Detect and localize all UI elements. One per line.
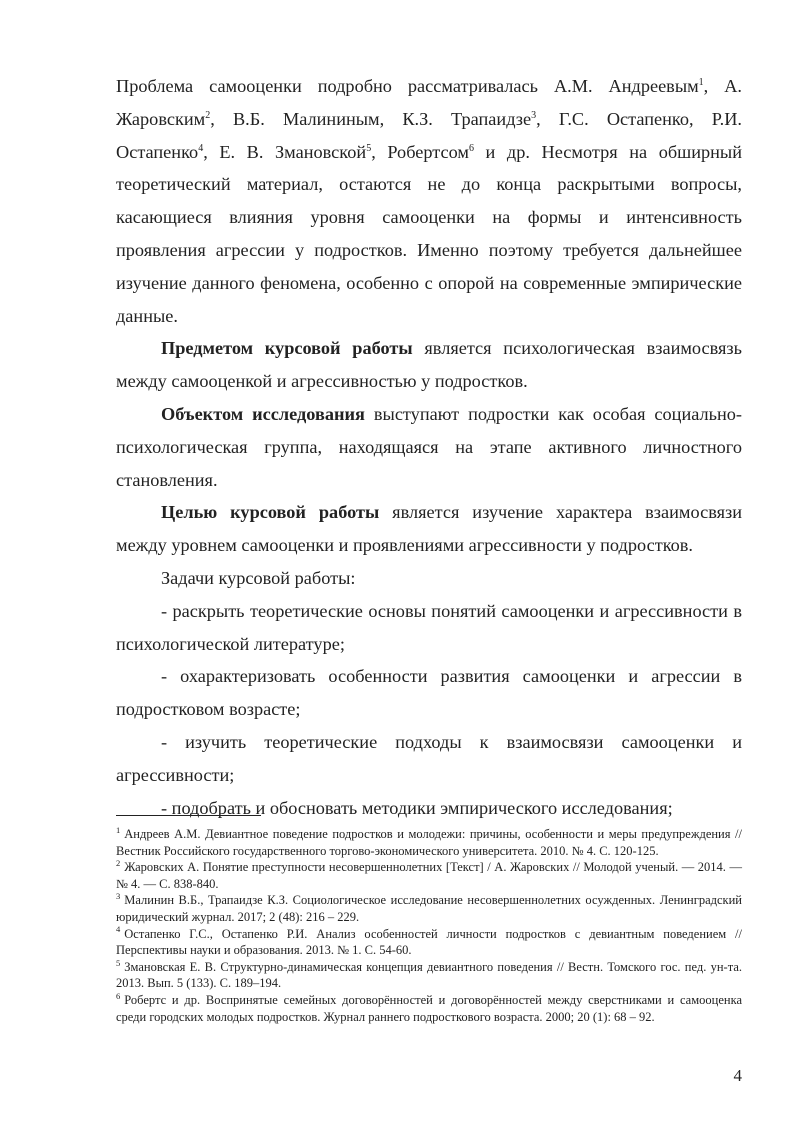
- subject-label: Предметом курсовой работы: [161, 338, 413, 359]
- footnote-mark: 4: [116, 924, 121, 935]
- subject-text: является психологическая взаимосвязь между самооценкой и агрессивностью у подростков.: [116, 338, 742, 392]
- task-item: - изучить теоретические подходы к взаимосвязи самооценки и агрессивности;: [116, 731, 742, 785]
- footnote-text: Малинин В.Б., Трапаидзе К.З. Социологическое исследование несовершеннолетних осужденных. Ленинградский юридический журнал. 2017; 2 (48): 216 – 229.: [116, 893, 742, 924]
- footnote-ref-5[interactable]: 5: [366, 142, 372, 154]
- object-label: Объектом исследования: [161, 403, 365, 424]
- body-text: [116, 70, 742, 824]
- footnote-ref-1[interactable]: 1: [698, 76, 704, 88]
- paragraph-goal: [116, 496, 742, 562]
- footnote-text: Остапенко Г.С., Остапенко Р.И. Анализ особенностей личности подростков с девиантным поведением // Перспективы науки и образования. 2013. № 1. С. 54-60.: [116, 926, 742, 958]
- footnote-6: [116, 992, 742, 1025]
- footnote-mark: 6: [116, 990, 121, 1001]
- footnote-mark: 5: [116, 957, 121, 968]
- footnote-1: [116, 826, 742, 859]
- footnote-text: Жаровских А. Понятие преступности несовершеннолетних [Текст] / А. Жаровских // Молодой ученый. — 2014. — № 4. — С. 838-840.: [116, 860, 742, 891]
- goal-text: является изучение характера взаимосвязи между уровнем самооценки и проявлениями агрессивности у подростков.: [116, 502, 742, 556]
- paragraph-object: [116, 398, 742, 496]
- task-item: - раскрыть теоретические основы понятий самооценки и агрессивности в психологической литературе;: [116, 600, 742, 654]
- page-number: 4: [733, 1066, 742, 1085]
- footnote-mark: 2: [116, 858, 121, 869]
- text-span: , А. Жаровским: [116, 76, 742, 129]
- footnote-ref-2[interactable]: 2: [205, 109, 211, 121]
- text-span: и др. Несмотря на обширный теоретический материал, остаются не до конца раскрытыми вопросы, касающиеся влияния уровня самооценки на формы и интенсивность проявления агрессии у подростков. Именно поэтому требуется дальнейшее изучение данного феномена, особенно с опорой на современные эмпирические данные.: [116, 141, 742, 326]
- footnote-5: [116, 959, 742, 992]
- text-span: , В.Б. Малининым, К.З. Трапаидзе: [210, 108, 532, 129]
- text-span: , Е. В. Змановской: [203, 141, 367, 162]
- text-span: , Робертсом: [371, 141, 469, 162]
- footnote-text: Андреев А.М. Девиантное поведение подростков и молодежи: причины, особенности и меры предупреждения // Вестник Российского государственного торгово-экономического университета. 2010. № 4. С. 120-125.: [116, 827, 742, 858]
- tasks-heading: Задачи курсовой работы:: [161, 567, 356, 588]
- footnote-mark: 3: [116, 891, 121, 902]
- object-text: выступают подростки как особая социально-психологическая группа, находящаяся на этапе активного личностного становления.: [116, 403, 742, 490]
- footnote-2: [116, 859, 742, 892]
- task-item: - охарактеризовать особенности развития самооценки и агрессии в подростковом возрасте;: [116, 666, 742, 720]
- footnote-ref-3[interactable]: 3: [531, 109, 537, 121]
- task-item: - подобрать и обосновать методики эмпирического исследования;: [161, 797, 673, 818]
- paragraph-intro: [116, 70, 742, 332]
- footnote-text: Змановская Е. В. Структурно-динамическая концепция девиантного поведения // Вестн. Томского гос. пед. ун-та. 2013. Вып. 5 (133). С. 189–194.: [116, 959, 742, 991]
- footnote-ref-4[interactable]: 4: [198, 142, 204, 154]
- footnote-4: [116, 926, 742, 959]
- paragraph-subject: [116, 332, 742, 398]
- text-span: , Г.С. Остапенко, Р.И. Остапенко: [116, 108, 742, 162]
- footnote-text: Робертс и др. Воспринятые семейных договорённостей и договорённостей между сверстниками и самооценка среди городских молодых подростков. Журнал раннего подросткового возраста. 2000; 20 (1): 68 – 92.: [116, 992, 742, 1024]
- footnote-3: [116, 892, 742, 925]
- footnote-mark: 1: [116, 824, 121, 835]
- footnote-separator: [116, 815, 261, 816]
- footnote-ref-6[interactable]: 6: [468, 142, 474, 154]
- text-span: Проблема самооценки подробно рассматривалась А.М. Андреевым: [116, 76, 699, 96]
- footnotes: [116, 826, 742, 1025]
- goal-label: Целью курсовой работы: [161, 502, 380, 523]
